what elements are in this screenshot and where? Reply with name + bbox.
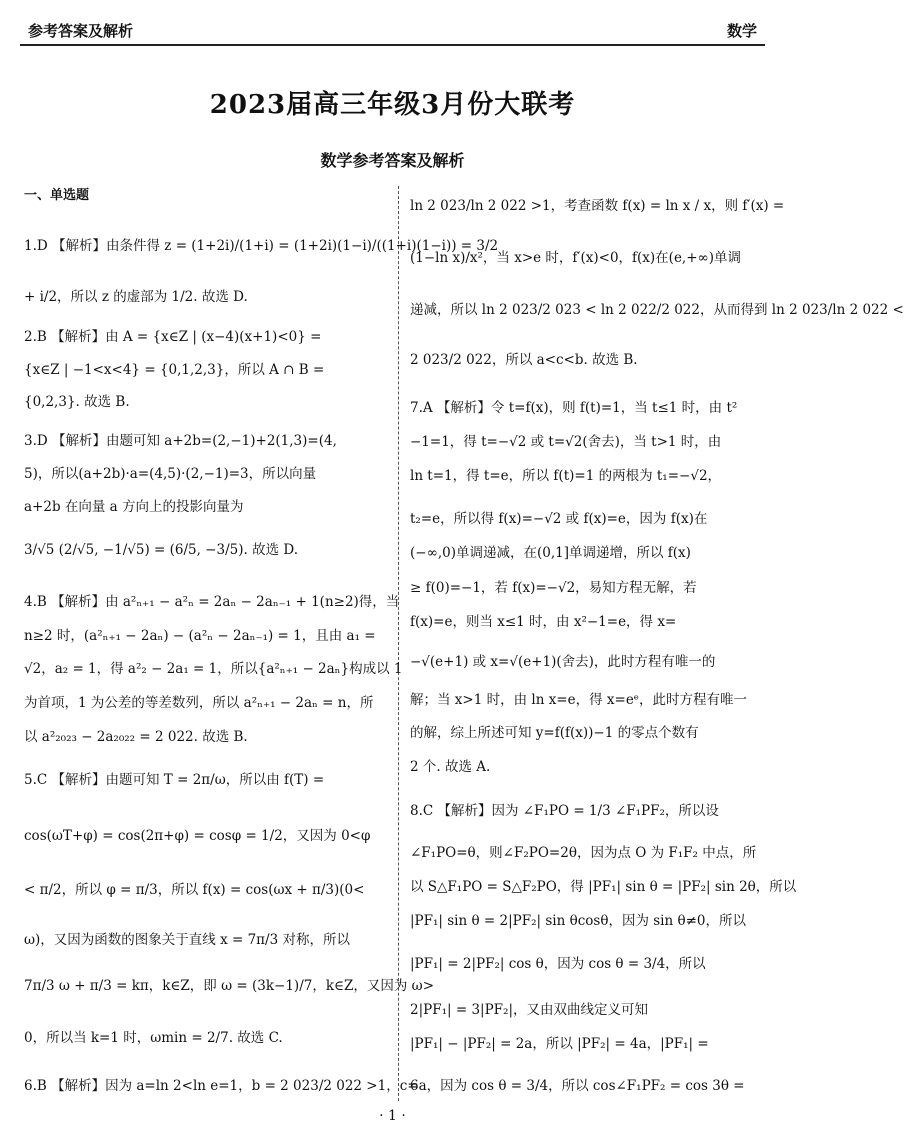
answer-line: 以 S△F₁PO = S△F₂PO，得 |PF₁| sin θ = |PF₂| sin 2θ，所以 bbox=[410, 879, 797, 895]
section-heading: 一、单选题 bbox=[24, 188, 90, 203]
answer-line: −√(e+1) 或 x=√(e+1)(舍去)，此时方程有唯一的 bbox=[410, 654, 716, 670]
answer-line: 2 个. 故选 A. bbox=[410, 759, 491, 775]
answer-line: 解；当 x>1 时，由 ln x=e，得 x=eᵉ，此时方程有唯一 bbox=[410, 692, 748, 708]
answer-line: 以 a²₂₀₂₃ − 2a₂₀₂₂ = 2 022. 故选 B. bbox=[24, 729, 248, 745]
answer-line: 8.C 【解析】因为 ∠F₁PO = 1/3 ∠F₁PF₂，所以设 bbox=[410, 803, 719, 819]
answer-line: ∠F₁PO=θ，则∠F₂PO=2θ，因为点 O 为 F₁F₂ 中点，所 bbox=[410, 845, 757, 861]
answer-line: ln 2 023/ln 2 022 >1，考查函数 f(x) = ln x / x，则 f′(x) = bbox=[410, 198, 785, 214]
answer-line: + i/2，所以 z 的虚部为 1/2. 故选 D. bbox=[24, 289, 248, 305]
answer-line: t₂=e，所以得 f(x)=−√2 或 f(x)=e，因为 f(x)在 bbox=[410, 511, 708, 527]
answer-line: a+2b 在向量 a 方向上的投影向量为 bbox=[24, 499, 244, 515]
answer-line: |PF₁| = 2|PF₂| cos θ，因为 cos θ = 3/4，所以 bbox=[410, 956, 706, 972]
answer-line: |PF₁| sin θ = 2|PF₂| sin θcosθ，因为 sin θ≠0，所以 bbox=[410, 913, 746, 929]
answer-line: ln t=1，得 t=e，所以 f(t)=1 的两根为 t₁=−√2， bbox=[410, 468, 722, 484]
column-divider bbox=[398, 186, 399, 1101]
answer-line: cos(ωT+φ) = cos(2π+φ) = cosφ = 1/2，又因为 0<φ bbox=[24, 828, 371, 844]
answer-line: f(x)=e，则当 x≤1 时，由 x²−1=e，得 x= bbox=[410, 614, 677, 630]
answer-line: 7π/3 ω + π/3 = kπ，k∈Z，即 ω = (3k−1)/7，k∈Z，又因为 ω> bbox=[24, 978, 435, 994]
answer-line: 2|PF₁| = 3|PF₂|，又由双曲线定义可知 bbox=[410, 1002, 648, 1018]
answer-line: 1.D 【解析】由条件得 z = (1+2i)/(1+i) = (1+2i)(1−i)/((1+i)(1−i)) = 3/2 bbox=[24, 238, 499, 254]
answer-line: 递减，所以 ln 2 023/2 023 < ln 2 022/2 022，从而得到 ln 2 023/ln 2 022 < bbox=[410, 302, 904, 318]
answer-key-subtitle: 数学参考答案及解析 bbox=[320, 151, 465, 170]
answer-line: 6.B 【解析】因为 a=ln 2<ln e=1，b = 2 023/2 022 >1，c= bbox=[24, 1078, 419, 1094]
answer-line: 3/√5 (2/√5, −1/√5) = (6/5, −3/5). 故选 D. bbox=[24, 542, 298, 558]
header-subject-label: 数学 bbox=[726, 22, 757, 40]
answer-line: ω)，又因为函数的图象关于直线 x = 7π/3 对称，所以 bbox=[24, 932, 350, 948]
answer-line: ≥ f(0)=−1，若 f(x)=−√2，易知方程无解，若 bbox=[410, 580, 697, 596]
answer-line: 的解，综上所述可知 y=f(f(x))−1 的零点个数有 bbox=[410, 725, 699, 741]
answer-line: 2 023/2 022，所以 a<c<b. 故选 B. bbox=[410, 352, 638, 368]
answer-line: n≥2 时，(a²ₙ₊₁ − 2aₙ) − (a²ₙ − 2aₙ₋₁) = 1，且由 a₁ = bbox=[24, 628, 376, 644]
answer-line: 为首项，1 为公差的等差数列，所以 a²ₙ₊₁ − 2aₙ = n，所 bbox=[24, 695, 374, 711]
answer-line: 3.D 【解析】由题可知 a+2b=(2,−1)+2(1,3)=(4, bbox=[24, 433, 337, 449]
answer-line: < π/2，所以 φ = π/3，所以 f(x) = cos(ωx + π/3)(0< bbox=[24, 882, 365, 898]
answer-line: 6a，因为 cos θ = 3/4，所以 cos∠F₁PF₂ = cos 3θ = bbox=[410, 1078, 745, 1094]
answer-line: 7.A 【解析】令 t=f(x)，则 f(t)=1，当 t≤1 时，由 t² bbox=[410, 400, 738, 416]
answer-line: 2.B 【解析】由 A = {x∈Z | (x−4)(x+1)<0} = bbox=[24, 329, 322, 345]
answer-line: |PF₁| − |PF₂| = 2a，所以 |PF₂| = 4a，|PF₁| = bbox=[410, 1036, 709, 1052]
answer-line: 5)，所以(a+2b)·a=(4,5)·(2,−1)=3，所以向量 bbox=[24, 466, 317, 482]
answer-line: 0，所以当 k=1 时，ωmin = 2/7. 故选 C. bbox=[24, 1030, 283, 1046]
answer-line: 4.B 【解析】由 a²ₙ₊₁ − a²ₙ = 2aₙ − 2aₙ₋₁ + 1(n≥2)得，当 bbox=[24, 594, 400, 610]
answer-line: (−∞,0)单调递减，在(0,1]单调递增，所以 f(x) bbox=[410, 545, 691, 561]
page-header bbox=[20, 10, 765, 46]
answer-line: {x∈Z | −1<x<4} = {0,1,2,3}，所以 A ∩ B = bbox=[24, 362, 325, 378]
answer-line: {0,2,3}. 故选 B. bbox=[24, 394, 130, 410]
answer-line: √2，a₂ = 1，得 a²₂ − 2a₁ = 1，所以{a²ₙ₊₁ − 2aₙ}构成以 1 bbox=[24, 661, 403, 677]
page-number: · 1 · bbox=[379, 1108, 406, 1124]
header-left-label: 参考答案及解析 bbox=[28, 22, 134, 40]
answer-line: (1−ln x)/x²，当 x>e 时，f′(x)<0，f(x)在(e,+∞)单调 bbox=[410, 250, 742, 266]
answer-line: −1=1，得 t=−√2 或 t=√2(舍去)，当 t>1 时，由 bbox=[410, 434, 722, 450]
answer-line: 5.C 【解析】由题可知 T = 2π/ω，所以由 f(T) = bbox=[24, 772, 325, 788]
exam-title: 2023届高三年级3月份大联考 bbox=[209, 90, 576, 120]
